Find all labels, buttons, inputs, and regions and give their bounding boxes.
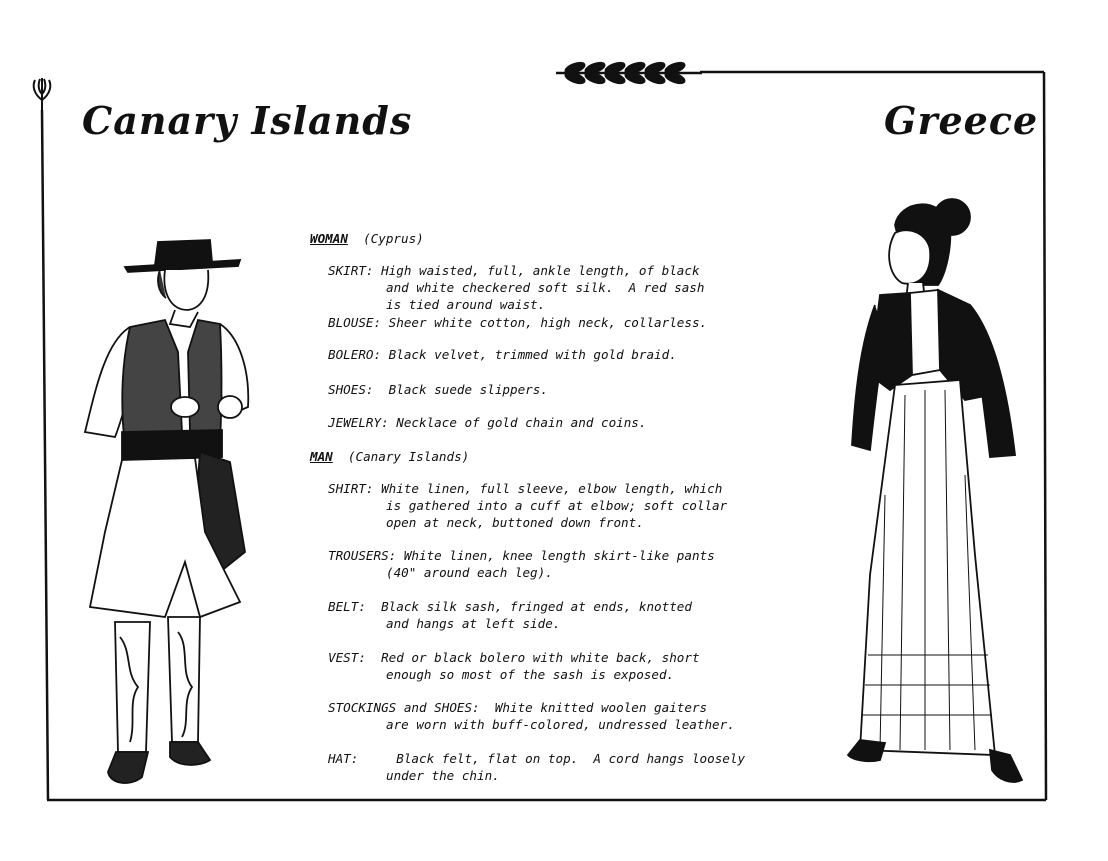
man-origin: (Canary Islands) [347, 449, 470, 464]
woman-origin: (Cyprus) [363, 231, 424, 246]
item-line: Red or black bolero with white back, short [381, 650, 700, 665]
item-line: and white checkered soft silk. A red sash [386, 280, 705, 295]
item-line: Black velvet, trimmed with gold braid. [388, 347, 677, 362]
woman-bolero-item [328, 346, 788, 363]
man-trousers-item [328, 547, 788, 581]
item-line: Black felt, flat on top. A cord hangs loosely [396, 751, 746, 766]
man-vest-item [328, 649, 788, 683]
item-label: BELT: [328, 599, 366, 614]
man-heading: MAN [310, 449, 333, 464]
item-label: BOLERO: [328, 347, 382, 362]
item-line: Black suede slippers. [388, 382, 548, 397]
man-costume-illustration [70, 232, 260, 792]
woman-skirt-item [328, 262, 788, 313]
item-line: is tied around waist. [386, 297, 546, 312]
item-label: SKIRT: [328, 263, 374, 278]
item-line: are worn with buff-colored, undressed leather. [386, 717, 735, 732]
item-line: Black silk sash, fringed at ends, knotted [381, 599, 692, 614]
wheat-ornament-icon [556, 61, 702, 85]
item-label: SHIRT: [328, 481, 374, 496]
man-hat-item [328, 750, 788, 784]
item-line: and hangs at left side. [386, 616, 561, 631]
man-section-heading [310, 448, 469, 465]
item-label: VEST: [328, 650, 366, 665]
item-line: High waisted, full, ankle length, of black [381, 263, 700, 278]
man-stockings-item [328, 699, 788, 733]
man-belt-item [328, 598, 788, 632]
item-line: Sheer white cotton, high neck, collarless. [388, 315, 708, 330]
item-line: (40" around each leg). [386, 565, 553, 580]
woman-jewelry-item [328, 414, 788, 431]
item-line: under the chin. [386, 768, 500, 783]
woman-costume-illustration [840, 195, 1030, 790]
item-label: SHOES: [328, 382, 374, 397]
title-greece: Greece [884, 98, 1039, 143]
man-shirt-item [328, 480, 788, 531]
item-label: STOCKINGS and SHOES: [328, 700, 480, 715]
item-label: TROUSERS: [328, 548, 397, 563]
item-line: White linen, knee length skirt-like pants [403, 548, 715, 563]
item-line: open at neck, buttoned down front. [386, 515, 644, 530]
woman-blouse-item [328, 314, 788, 331]
title-canary-islands: Canary Islands [82, 98, 413, 143]
woman-heading: WOMAN [310, 231, 348, 246]
item-line: Necklace of gold chain and coins. [396, 415, 647, 430]
item-label: HAT: [328, 751, 359, 766]
item-label: JEWELRY: [328, 415, 389, 430]
item-line: enough so most of the sash is exposed. [386, 667, 675, 682]
item-line: is gathered into a cuff at elbow; soft collar [386, 498, 728, 513]
sprig-ornament-icon [34, 78, 51, 112]
item-label: BLOUSE: [328, 315, 382, 330]
item-line: White linen, full sleeve, elbow length, which [381, 481, 723, 496]
item-line: White knitted woolen gaiters [494, 700, 708, 715]
woman-shoes-item [328, 381, 788, 398]
woman-section-heading [310, 230, 424, 247]
